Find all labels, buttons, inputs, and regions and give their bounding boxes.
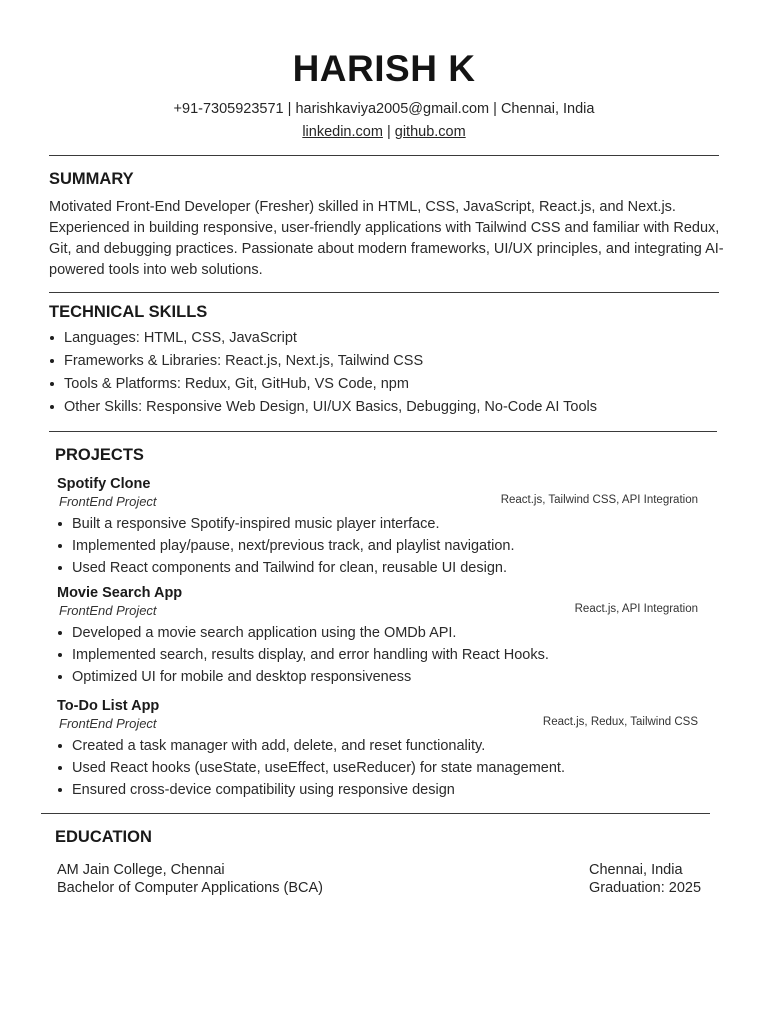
list-item: Implemented play/pause, next/previous track, and playlist navigation. <box>57 535 717 557</box>
divider <box>49 292 719 293</box>
list-item: Built a responsive Spotify-inspired music player interface. <box>57 513 717 535</box>
summary-heading: SUMMARY <box>49 170 134 188</box>
email-address[interactable]: harishkaviya2005@gmail.com <box>295 101 490 117</box>
phone-number: +91-7305923571 <box>173 101 284 117</box>
degree: Bachelor of Computer Applications (BCA) <box>57 880 323 896</box>
project-type: FrontEnd Project <box>59 603 157 618</box>
list-item: Ensured cross-device compatibility using responsive design <box>57 779 717 801</box>
list-item: Implemented search, results display, and error handling with React Hooks. <box>57 644 717 666</box>
location: Chennai, India <box>500 101 595 117</box>
summary-text: Motivated Front-End Developer (Fresher) skilled in HTML, CSS, JavaScript, React.js, and Next.js. Experienced in building responsive, user-friendly applications with Tailwind CSS and familiar with Redux, Git, and debugging practices. Passionate about modern frameworks, UI/UX principles, and integrating AI-powered tools into web solutions. <box>49 199 724 278</box>
project-tech: React.js, Tailwind CSS, API Integration <box>500 494 698 506</box>
project-tech: React.js, Redux, Tailwind CSS <box>542 716 698 728</box>
project-title: To-Do List App <box>57 698 160 714</box>
project-bullets <box>57 513 717 579</box>
project-title: Movie Search App <box>57 585 183 601</box>
divider <box>49 155 719 156</box>
divider <box>41 813 710 814</box>
divider <box>49 431 717 432</box>
list-item: Other Skills: Responsive Web Design, UI/UX Basics, Debugging, No-Code AI Tools <box>49 396 729 419</box>
list-item: Developed a movie search application using the OMDb API. <box>57 622 717 644</box>
list-item: Created a task manager with add, delete, and reset functionality. <box>57 735 717 757</box>
contact-line <box>0 101 768 117</box>
list-item: Frameworks & Libraries: React.js, Next.js, Tailwind CSS <box>49 350 729 373</box>
project-bullets <box>57 735 717 801</box>
separator: | <box>386 124 391 140</box>
skills-heading: TECHNICAL SKILLS <box>49 303 208 321</box>
profile-links <box>0 124 768 140</box>
list-item: Used React components and Tailwind for clean, reusable UI design. <box>57 557 717 579</box>
project-tech: React.js, API Integration <box>574 603 698 615</box>
education-heading: EDUCATION <box>55 828 152 846</box>
education-location: Chennai, India <box>589 862 683 878</box>
project-bullets <box>57 622 717 688</box>
projects-heading: PROJECTS <box>55 446 144 464</box>
separator: | <box>493 101 497 117</box>
list-item: Languages: HTML, CSS, JavaScript <box>49 327 729 350</box>
institution: AM Jain College, Chennai <box>57 862 225 878</box>
separator: | <box>287 101 292 117</box>
linkedin-link[interactable]: linkedin.com <box>302 124 383 140</box>
candidate-name: HARISH K <box>292 48 476 89</box>
project-type: FrontEnd Project <box>59 716 157 731</box>
list-item: Optimized UI for mobile and desktop responsiveness <box>57 666 717 688</box>
list-item: Used React hooks (useState, useEffect, useReducer) for state management. <box>57 757 717 779</box>
graduation-year: Graduation: 2025 <box>589 880 702 896</box>
github-link[interactable]: github.com <box>394 124 466 140</box>
project-type: FrontEnd Project <box>59 494 157 509</box>
skills-list <box>49 327 729 419</box>
project-title: Spotify Clone <box>57 476 151 492</box>
list-item: Tools & Platforms: Redux, Git, GitHub, VS Code, npm <box>49 373 729 396</box>
